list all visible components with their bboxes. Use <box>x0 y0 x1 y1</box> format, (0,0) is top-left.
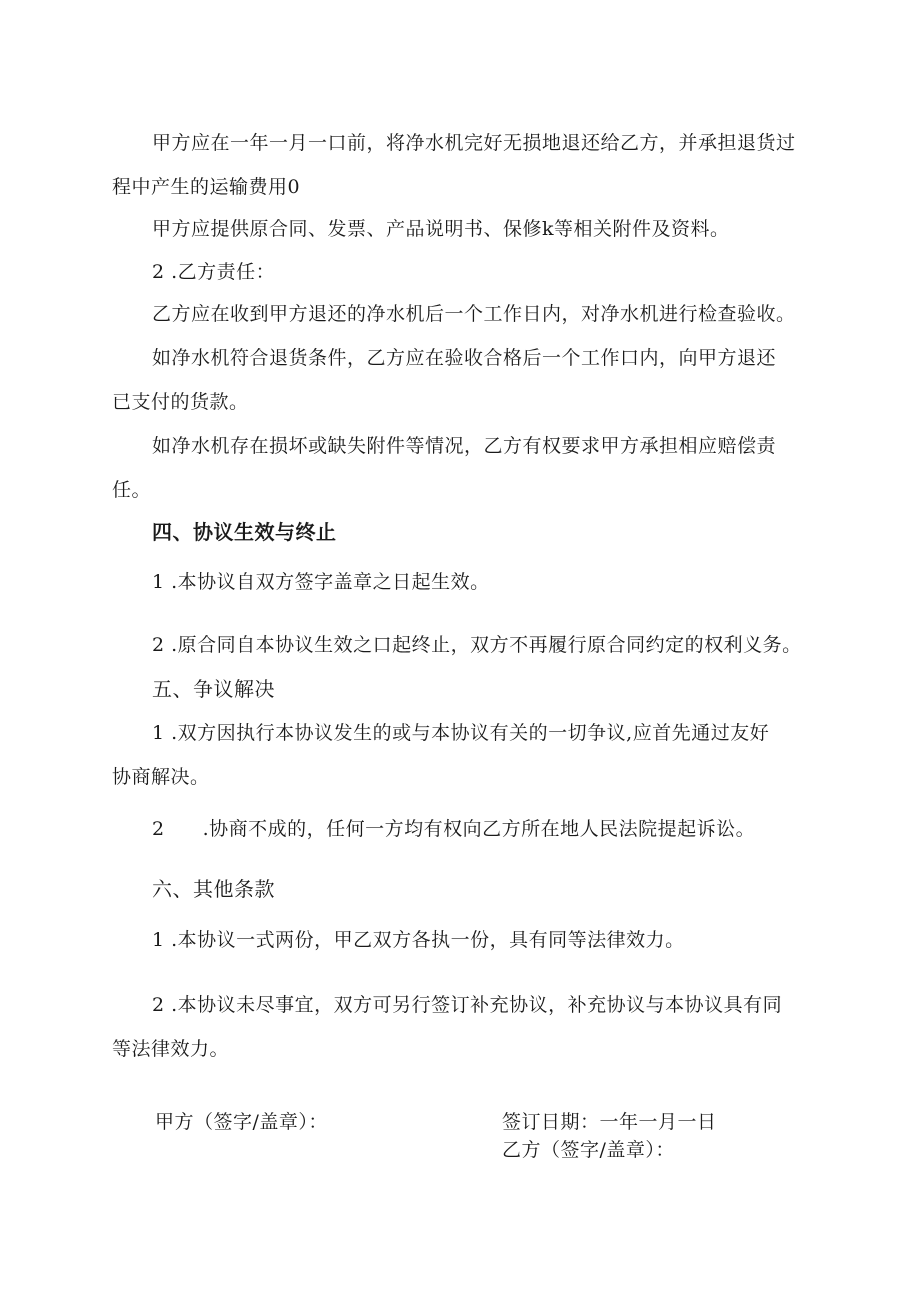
heading-other-terms: 六、其他条款 <box>152 877 275 901</box>
signature-party-b: 乙方（签字/盖章）： <box>502 1139 675 1161</box>
item-litigation-text: .协商不成的，任何一方均有权向乙方所在地人民法院提起诉讼。 <box>202 818 756 840</box>
signature-date: 签订日期：一年一月一日 <box>502 1111 717 1133</box>
paragraph-documents: 甲方应提供原合同、发票、产品说明书、保修k等相关附件及资料。 <box>152 218 730 240</box>
heading-effectiveness-termination: 四、协议生效与终止 <box>152 520 337 544</box>
item-copies: 1 .本协议一式两份，甲乙双方各执一份，具有同等法律效力。 <box>152 929 685 951</box>
item-negotiation-line1: 1 .双方因执行本协议发生的或与本协议有关的一切争议,应首先通过友好 <box>152 722 770 744</box>
paragraph-inspection: 乙方应在收到甲方退还的净水机后一个工作日内，对净水机进行检查验收。 <box>152 303 796 325</box>
item-litigation <box>152 817 755 841</box>
paragraph-return-deadline-line2: 程中产生的运输费用0 <box>112 176 301 198</box>
item-party-b-responsibility: 2 .乙方责任： <box>152 261 276 283</box>
paragraph-return-deadline-line1: 甲方应在一年一月一口前，将净水机完好无损地退还给乙方，并承担退货过 <box>152 132 796 154</box>
signature-party-a: 甲方（签字/盖章）： <box>155 1111 328 1133</box>
item-negotiation-line2: 协商解决。 <box>112 766 210 788</box>
item-effective-date: 1 .本协议自双方签字盖章之日起生效。 <box>152 571 490 593</box>
item-supplementary-line1: 2 .本协议未尽事宜，双方可另行签订补充协议，补充协议与本协议具有同 <box>152 994 783 1016</box>
paragraph-refund-line1: 如净水机符合退货条件，乙方应在验收合格后一个工作口内，向甲方退还 <box>152 347 777 369</box>
item-litigation-number: 2 <box>152 818 165 840</box>
paragraph-compensation-line2: 任。 <box>112 479 152 501</box>
item-original-contract-termination: 2 .原合同自本协议生效之口起终止，双方不再履行原合同约定的权利义务。 <box>152 634 802 656</box>
heading-dispute-resolution: 五、争议解决 <box>152 677 275 701</box>
paragraph-refund-line2: 已支付的货款。 <box>112 391 249 413</box>
item-supplementary-line2: 等法律效力。 <box>112 1038 230 1060</box>
paragraph-compensation-line1: 如净水机存在损坏或缺失附件等情况，乙方有权要求甲方承担相应赔偿责 <box>152 435 777 457</box>
